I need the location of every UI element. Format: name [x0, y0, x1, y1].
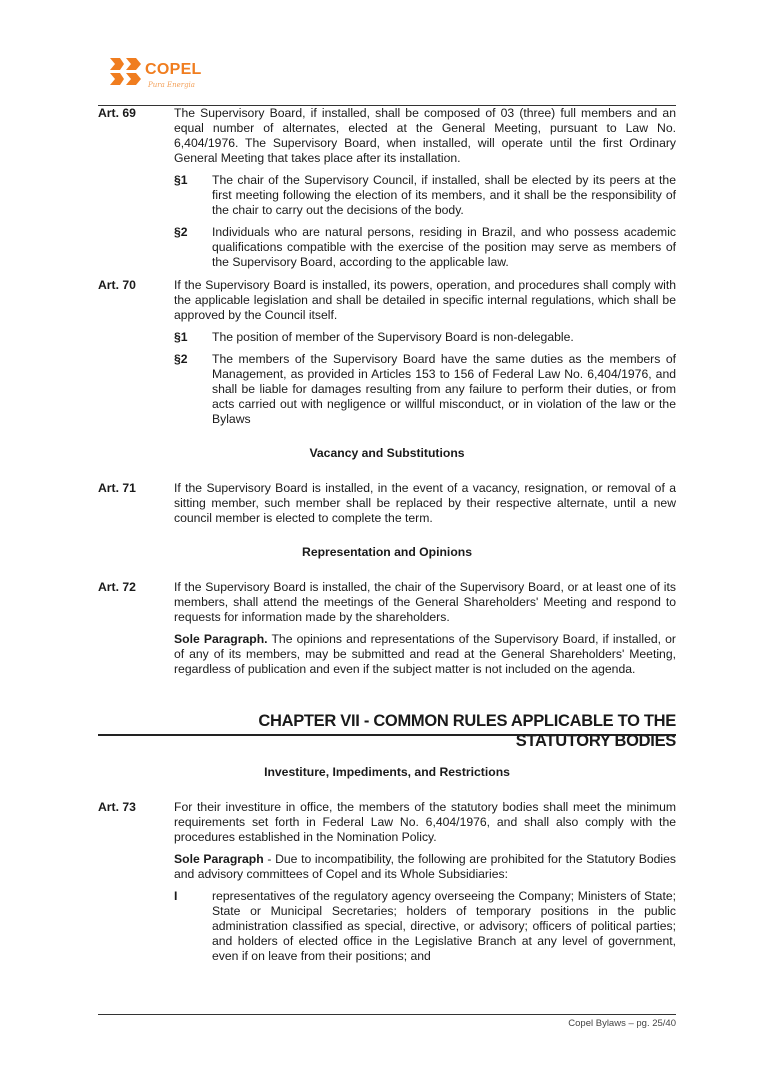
article-number: Art. 73 [98, 800, 136, 814]
list-item-text: representatives of the regulatory agency overseeing the Company; Ministers of State; State or Municipal Secretaries; holders of temporary positions in the public administration classified as special, directive, or advisory; officers of political parties; and holders of elected office in the Legislative Branch at any level of government, even if on leave from their positions; and [212, 889, 676, 963]
paragraph-mark: §2 [174, 352, 188, 366]
paragraph-text: The position of member of the Supervisory Board is non-delegable. [212, 330, 574, 344]
logo-tagline: Pura Energia [148, 81, 195, 89]
paragraph-mark: §1 [174, 173, 188, 187]
sole-paragraph [174, 852, 676, 882]
article-71 [98, 481, 676, 526]
paragraph-mark: §1 [174, 330, 188, 344]
paragraph-text: The members of the Supervisory Board have the same duties as the members of Management, as provided in Articles 153 to 156 of Federal Law No. 6,404/1976, and shall be liable for damages resulting from any failure to perform their duties, or from acts carried out with negligence or willful misconduct, or in violation of the law or the Bylaws [212, 352, 676, 426]
logo-name: COPEL [145, 61, 202, 78]
copel-logo-icon [108, 55, 142, 89]
list-item-mark: I [174, 889, 178, 903]
article-number: Art. 69 [98, 106, 136, 120]
article-number: Art. 72 [98, 580, 136, 594]
article-text: If the Supervisory Board is installed, the chair of the Supervisory Board, or at least one of its members, shall attend the meetings of the General Shareholders' Meeting and respond to requests for information made by the shareholders. [174, 580, 676, 624]
document-body [98, 106, 676, 972]
paragraph-mark: §2 [174, 225, 188, 239]
chapter-rule [98, 734, 676, 736]
paragraph-item [174, 225, 676, 270]
article-number: Art. 71 [98, 481, 136, 495]
article-72 [98, 580, 676, 677]
paragraph-item [174, 330, 676, 345]
section-heading: Vacancy and Substitutions [309, 446, 465, 460]
article-73 [98, 800, 676, 964]
page-footer: Copel Bylaws – pg. 25/40 [568, 1018, 676, 1029]
article-number: Art. 70 [98, 278, 136, 292]
list-item [174, 889, 676, 964]
paragraph-text: The chair of the Supervisory Council, if installed, shall be elected by its peers at the first meeting following the election of its members, and it shall be the responsibility of the chair to carry out the decisions of the body. [212, 173, 676, 217]
sole-paragraph-text: - Due to incompatibility, the following are prohibited for the Statutory Bodies and advisory committees of Copel and its Whole Subsidiaries: [174, 852, 676, 881]
sole-paragraph-label: Sole Paragraph. [174, 632, 268, 646]
footer-rule [98, 1014, 676, 1015]
paragraph-text: Individuals who are natural persons, residing in Brazil, and who possess academic qualifications compatible with the exercise of the position may serve as members of the Supervisory Board, according to the applicable law. [212, 225, 676, 269]
sole-paragraph-label: Sole Paragraph [174, 852, 264, 866]
section-heading: Investiture, Impediments, and Restrictions [264, 765, 510, 779]
chapter-title [174, 711, 676, 751]
chapter-title-line2: STATUTORY BODIES [515, 732, 676, 750]
section-heading: Representation and Opinions [302, 545, 472, 559]
article-text: The Supervisory Board, if installed, shall be composed of 03 (three) full members and an equal number of alternates, elected at the General Meeting, pursuant to Law No. 6,404/1976. The Supervisory Board, when installed, will operate until the first Ordinary General Meeting that takes place after its installation. [174, 106, 676, 165]
sole-paragraph-text: The opinions and representations of the Supervisory Board, if installed, or of any of its members, may be submitted and read at the General Shareholders' Meeting, regardless of publication and even if the subject matter is not included on the agenda. [174, 632, 676, 676]
paragraph-item [174, 352, 676, 427]
article-69 [98, 106, 676, 270]
paragraph-item [174, 173, 676, 218]
article-text: If the Supervisory Board is installed, its powers, operation, and procedures shall comply with the applicable legislation and shall be detailed in specific internal regulations, which shall be approved by the Council itself. [174, 278, 676, 322]
article-text: For their investiture in office, the members of the statutory bodies shall meet the minimum requirements set forth in Federal Law No. 6,404/1976, and shall also comply with the procedures established in the Nomination Policy. [174, 800, 676, 844]
chapter-title-line1: CHAPTER VII - COMMON RULES APPLICABLE TO THE [258, 712, 676, 730]
article-70 [98, 278, 676, 427]
sole-paragraph [174, 632, 676, 677]
article-text: If the Supervisory Board is installed, in the event of a vacancy, resignation, or removal of a sitting member, such member shall be replaced by their respective alternate, until a new council member is elected to complete the term. [174, 481, 676, 525]
